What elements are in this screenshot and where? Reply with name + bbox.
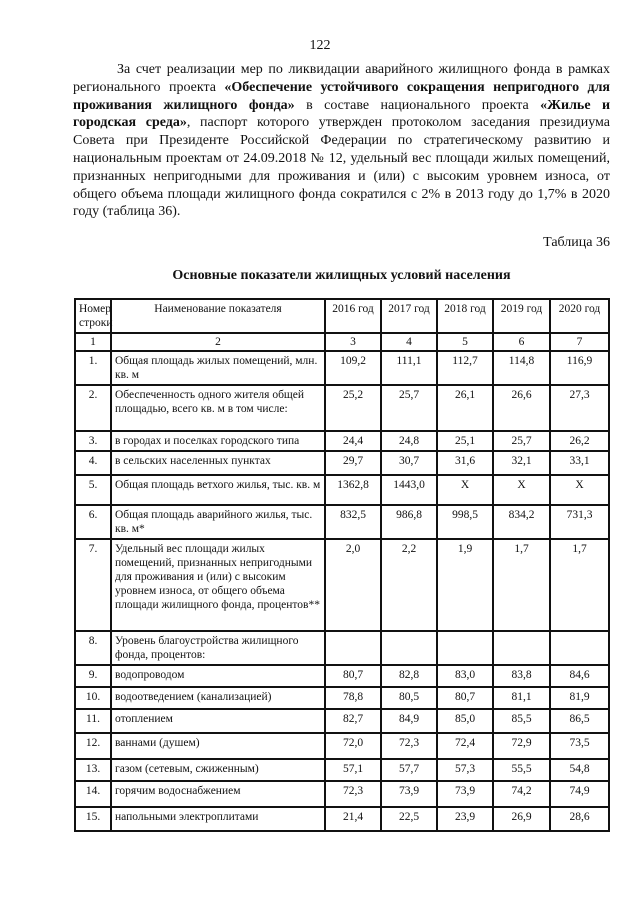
indicator-value xyxy=(550,631,609,665)
indicator-value: 27,3 xyxy=(550,385,609,431)
row-number: 15. xyxy=(75,807,111,831)
indicator-value: 26,9 xyxy=(493,807,550,831)
column-index-row xyxy=(75,333,609,351)
indicator-value: 86,5 xyxy=(550,709,609,733)
table-row xyxy=(75,733,609,759)
row-number: 3. xyxy=(75,431,111,451)
indicator-value: 55,5 xyxy=(493,759,550,781)
row-number: 6. xyxy=(75,505,111,539)
column-index: 7 xyxy=(550,333,609,351)
indicator-value: 986,8 xyxy=(381,505,437,539)
table-row xyxy=(75,665,609,687)
indicator-name: напольными электроплитами xyxy=(111,807,325,831)
indicator-value: 84,6 xyxy=(550,665,609,687)
indicator-value: 85,5 xyxy=(493,709,550,733)
indicator-value: 84,9 xyxy=(381,709,437,733)
indicators-table xyxy=(74,298,610,832)
indicator-value: 1,7 xyxy=(550,539,609,631)
header-year: 2019 год xyxy=(493,299,550,333)
row-number: 8. xyxy=(75,631,111,665)
indicator-value: 2,0 xyxy=(325,539,381,631)
header-indicator-name: Наименование показателя xyxy=(111,299,325,333)
table-row xyxy=(75,631,609,665)
column-index: 1 xyxy=(75,333,111,351)
row-number: 5. xyxy=(75,475,111,505)
row-number: 9. xyxy=(75,665,111,687)
indicator-value xyxy=(381,631,437,665)
indicator-value: 74,9 xyxy=(550,781,609,807)
indicator-name: Удельный вес площади жилых помещений, признанных непригодными для проживания и (или) с высоким уровнем износа, от общего объема площади жилищного фонда, процентов** xyxy=(111,539,325,631)
paragraph-middle: в составе национального проекта xyxy=(294,97,541,113)
table-row xyxy=(75,475,609,505)
indicator-name: в городах и поселках городского типа xyxy=(111,431,325,451)
indicator-value: 24,4 xyxy=(325,431,381,451)
indicator-value: 72,4 xyxy=(437,733,493,759)
indicator-value: 83,8 xyxy=(493,665,550,687)
indicator-value: 26,6 xyxy=(493,385,550,431)
table-row xyxy=(75,807,609,831)
indicator-value: 32,1 xyxy=(493,451,550,475)
header-year: 2017 год xyxy=(381,299,437,333)
indicator-value: 1,7 xyxy=(493,539,550,631)
indicator-value: 33,1 xyxy=(550,451,609,475)
indicator-value: 109,2 xyxy=(325,351,381,385)
indicator-value: 81,9 xyxy=(550,687,609,709)
indicator-value: 57,1 xyxy=(325,759,381,781)
row-number: 2. xyxy=(75,385,111,431)
indicator-value: 998,5 xyxy=(437,505,493,539)
indicator-name: водопроводом xyxy=(111,665,325,687)
indicator-name: водоотведением (канализацией) xyxy=(111,687,325,709)
table-row xyxy=(75,385,609,431)
table-row xyxy=(75,505,609,539)
indicator-value: 1362,8 xyxy=(325,475,381,505)
column-index: 3 xyxy=(325,333,381,351)
row-number: 10. xyxy=(75,687,111,709)
indicator-value: 834,2 xyxy=(493,505,550,539)
indicator-value: 1443,0 xyxy=(381,475,437,505)
national-project-name: «Жилье и городская среда» xyxy=(73,97,611,131)
indicator-value: 23,9 xyxy=(437,807,493,831)
indicator-value: 31,6 xyxy=(437,451,493,475)
indicator-value: 22,5 xyxy=(381,807,437,831)
row-number: 14. xyxy=(75,781,111,807)
indicator-value: 72,3 xyxy=(325,781,381,807)
indicator-value: 25,7 xyxy=(493,431,550,451)
header-year: 2018 год xyxy=(437,299,493,333)
header-year: 2020 год xyxy=(550,299,609,333)
indicator-value: 731,3 xyxy=(550,505,609,539)
indicator-value: 81,1 xyxy=(493,687,550,709)
paragraph-ending: , паспорт которого утвержден протоколом заседания президиума Совета при Президенте Российской Федерации по стратегическому развитию и национальным проектам от 24.09.2018 № 12, удельный вес площади жилых помещений, признанных непригодными для проживания и (или) с высоким уровнем износа, от общего объема площади жилищного фонда сократился с 2% в 2013 году до 1,7% в 2020 году (таблица 36). xyxy=(73,115,610,220)
row-number: 1. xyxy=(75,351,111,385)
page-number: 122 xyxy=(309,38,331,53)
table-row xyxy=(75,781,609,807)
header-year: 2016 год xyxy=(325,299,381,333)
table-row xyxy=(75,709,609,733)
indicator-value: 25,1 xyxy=(437,431,493,451)
indicator-value xyxy=(493,631,550,665)
column-index: 4 xyxy=(381,333,437,351)
indicator-value: 57,3 xyxy=(437,759,493,781)
indicator-value: 26,1 xyxy=(437,385,493,431)
body-paragraph xyxy=(73,61,610,221)
indicator-value: Х xyxy=(493,475,550,505)
row-number: 7. xyxy=(75,539,111,631)
indicator-value: 80,5 xyxy=(381,687,437,709)
column-index: 5 xyxy=(437,333,493,351)
indicator-name: в сельских населенных пунктах xyxy=(111,451,325,475)
table-row xyxy=(75,539,609,631)
indicator-name: Общая площадь ветхого жилья, тыс. кв. м xyxy=(111,475,325,505)
table-body xyxy=(75,333,609,831)
indicator-name: газом (сетевым, сжиженным) xyxy=(111,759,325,781)
indicator-value: Х xyxy=(437,475,493,505)
indicator-value: 57,7 xyxy=(381,759,437,781)
indicator-value: 2,2 xyxy=(381,539,437,631)
indicator-value: 82,7 xyxy=(325,709,381,733)
indicator-value: 25,7 xyxy=(381,385,437,431)
indicator-value: 73,5 xyxy=(550,733,609,759)
indicator-name: горячим водоснабжением xyxy=(111,781,325,807)
indicator-value: 28,6 xyxy=(550,807,609,831)
table-row xyxy=(75,351,609,385)
indicator-value: 85,0 xyxy=(437,709,493,733)
regional-project-name: «Обеспечение устойчивого сокращения непригодного для проживания жилищного фонда» xyxy=(73,79,611,113)
indicator-value: 21,4 xyxy=(325,807,381,831)
indicator-value: 72,9 xyxy=(493,733,550,759)
indicator-value xyxy=(437,631,493,665)
indicator-value: 114,8 xyxy=(493,351,550,385)
indicator-value: 25,2 xyxy=(325,385,381,431)
row-number: 11. xyxy=(75,709,111,733)
table-row xyxy=(75,451,609,475)
table-title: Основные показатели жилищных условий населения xyxy=(172,268,511,283)
indicator-value: 74,2 xyxy=(493,781,550,807)
indicator-value: 30,7 xyxy=(381,451,437,475)
indicator-value: 1,9 xyxy=(437,539,493,631)
indicator-value: 83,0 xyxy=(437,665,493,687)
indicator-name: ваннами (душем) xyxy=(111,733,325,759)
indicator-value: 73,9 xyxy=(381,781,437,807)
indicator-value: 29,7 xyxy=(325,451,381,475)
indicator-value: 111,1 xyxy=(381,351,437,385)
row-number: 13. xyxy=(75,759,111,781)
indicator-value: 832,5 xyxy=(325,505,381,539)
indicator-value: 112,7 xyxy=(437,351,493,385)
table-row xyxy=(75,759,609,781)
indicator-name: Обеспеченность одного жителя общей площадью, всего кв. м в том числе: xyxy=(111,385,325,431)
indicator-value: 80,7 xyxy=(437,687,493,709)
indicator-value: 72,0 xyxy=(325,733,381,759)
paragraph-intro: За счет реализации мер по ликвидации аварийного жилищного фонда в рамках регионального проекта xyxy=(73,62,610,95)
indicator-value: 82,8 xyxy=(381,665,437,687)
indicator-name: Общая площадь жилых помещений, млн. кв. м xyxy=(111,351,325,385)
indicator-name: отоплением xyxy=(111,709,325,733)
indicator-value: 24,8 xyxy=(381,431,437,451)
indicator-value: 78,8 xyxy=(325,687,381,709)
indicator-value: 116,9 xyxy=(550,351,609,385)
indicator-value: 80,7 xyxy=(325,665,381,687)
indicator-name: Общая площадь аварийного жилья, тыс. кв. м* xyxy=(111,505,325,539)
row-number: 4. xyxy=(75,451,111,475)
indicator-value xyxy=(325,631,381,665)
indicator-value: 26,2 xyxy=(550,431,609,451)
header-row-number: Номер строки xyxy=(75,299,111,333)
indicator-value: Х xyxy=(550,475,609,505)
indicator-value: 54,8 xyxy=(550,759,609,781)
table-label: Таблица 36 xyxy=(543,235,610,250)
column-index: 6 xyxy=(493,333,550,351)
column-index: 2 xyxy=(111,333,325,351)
table-row xyxy=(75,431,609,451)
indicator-value: 73,9 xyxy=(437,781,493,807)
table-row xyxy=(75,687,609,709)
indicator-value: 72,3 xyxy=(381,733,437,759)
indicator-name: Уровень благоустройства жилищного фонда, процентов: xyxy=(111,631,325,665)
table-header-row xyxy=(75,299,609,333)
row-number: 12. xyxy=(75,733,111,759)
